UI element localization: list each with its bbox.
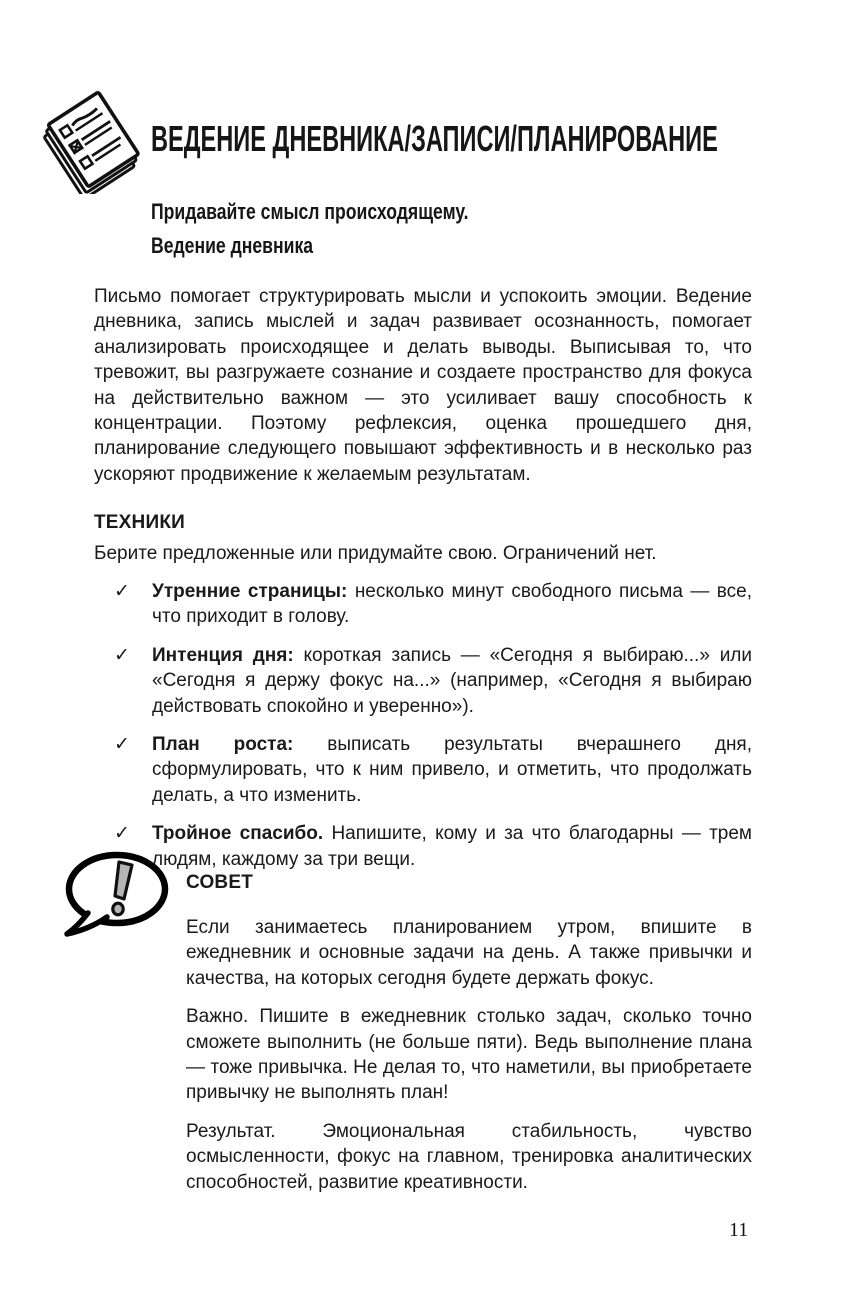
advice-heading: СОВЕТ — [186, 872, 254, 893]
techniques-list — [94, 579, 752, 885]
checkmark-icon: ✓ — [114, 644, 130, 666]
chapter-subtitle — [151, 195, 469, 263]
technique-title: Утренние страницы: — [152, 581, 348, 602]
chapter-title: ВЕДЕНИЕ ДНЕВНИКА/ЗАПИСИ/ПЛАНИРОВАНИЕ — [151, 118, 718, 159]
technique-text: выписать результаты вчерашнего дня, сформулировать, что к ним привело, и отметить, что продолжать делать, а что изменить. — [152, 734, 753, 806]
speech-bubble-exclamation-icon — [60, 850, 172, 940]
techniques-intro: Берите предложенные или придумайте свою. Ограничений нет. — [94, 543, 657, 564]
technique-text: несколько минут свободного письма — все, что приходит в голову. — [152, 581, 752, 628]
page-number: 11 — [729, 1219, 749, 1241]
technique-title: Тройное спасибо. — [152, 823, 324, 845]
intro-paragraph: Письмо помогает структурировать мысли и успокоить эмоции. Ведение дневника, запись мыслей и задач развивает осознанность, помогает анализировать происходящее и делать выводы. Выписывая то, что тревожит, вы разгружаете сознание и создаете пространство для фокуса на действительно важном — это усиливает вашу способность к концентрации. Поэтому рефлексия, оценка прошедшего дня, планирование следующего повышают эффективность и в несколько раз ускоряют продвижение к желаемым результатам. — [94, 286, 752, 485]
technique-item-growth-plan — [94, 732, 752, 808]
technique-text: Напишите, кому и за что благодарны — трем людям, каждому за три вещи. — [152, 823, 752, 870]
advice-paragraph: Результат. Эмоциональная стабильность, чувство осмысленности, фокус на главном, тренировка аналитических способностей, развитие креативности. — [186, 1120, 752, 1193]
technique-title: План роста: — [152, 734, 294, 756]
advice-paragraph: Если занимаетесь планированием утром, впишите в ежедневник и основные задачи на день. А также привычки и качества, на которых сегодня будете держать фокус. — [186, 917, 752, 989]
checklist-pages-icon — [40, 82, 140, 194]
technique-title: Интенция дня: — [152, 644, 294, 666]
techniques-heading: ТЕХНИКИ — [94, 512, 185, 533]
technique-item-morning-pages — [94, 579, 752, 630]
checkmark-icon: ✓ — [114, 823, 130, 845]
technique-text: короткая запись — «Сегодня я выбираю...» или «Сегодня я держу фокус на...» (например, «Сегодня я выбираю действовать спокойно и уверенно»). — [152, 644, 753, 717]
technique-item-day-intention — [94, 643, 752, 719]
advice-paragraph: Важно. Пишите в ежедневник столько задач, сколько точно сможете выполнить (не больше пяти). Ведь выполнение плана — тоже привычка. Не делая то, что наметили, вы приобретаете привычку не выполнять план! — [186, 1006, 752, 1104]
subtitle-line-2: Ведение дневника — [151, 233, 314, 258]
checkmark-icon: ✓ — [114, 734, 130, 756]
advice-block — [186, 872, 752, 1208]
technique-item-triple-thanks — [94, 821, 752, 872]
checkmark-icon: ✓ — [114, 581, 130, 602]
subtitle-line-1: Придавайте смысл происходящему. — [151, 199, 469, 224]
